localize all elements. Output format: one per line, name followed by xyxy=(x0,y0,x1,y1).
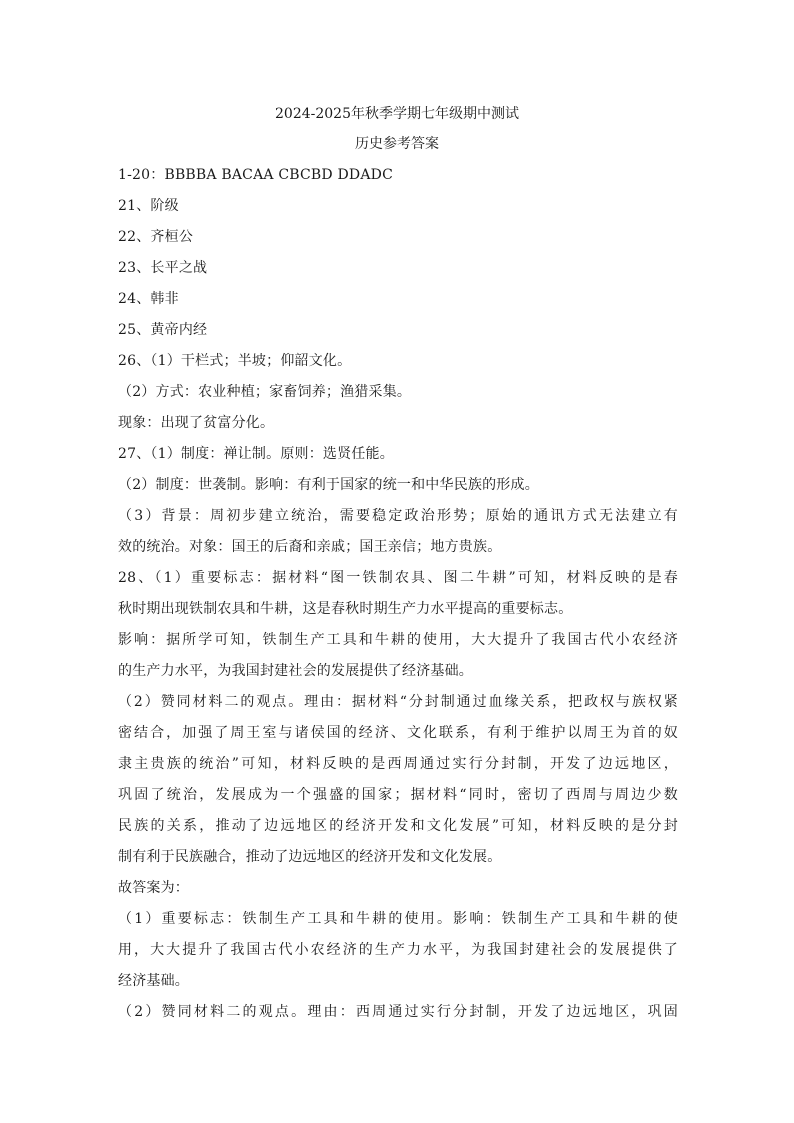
answer-line-23: 23、长平之战 xyxy=(118,260,208,276)
answer-line-27-3a: （3）背景：周初步建立统治，需要稳定政治形势；原始的通讯方式无法建立有 xyxy=(118,508,678,524)
answer-line-summary-1a: （1）重要标志：铁制生产工具和牛耕的使用。影响：铁制生产工具和牛耕的使 xyxy=(118,911,678,927)
answer-line-28-1c: 影响：据所学可知，铁制生产工具和牛耕的使用，大大提升了我国古代小农经济 xyxy=(118,632,678,648)
answer-line-28-1d: 的生产力水平，为我国封建社会的发展提供了经济基础。 xyxy=(118,663,473,679)
answer-line-27-2: （2）制度：世袭制。影响：有利于国家的统一和中华民族的形成。 xyxy=(118,477,539,493)
answer-line-22: 22、齐桓公 xyxy=(118,229,194,245)
answer-line-27-3b: 效的统治。对象：国王的后裔和亲戚；国王亲信；地方贵族。 xyxy=(118,539,502,555)
document-title: 2024-2025年秋季学期七年级期中测试 xyxy=(275,106,519,122)
answer-line-summary-1c: 经济基础。 xyxy=(118,973,189,989)
answer-line-26-1: 26、（1）干栏式；半坡；仰韶文化。 xyxy=(118,353,352,369)
answer-line-21: 21、阶级 xyxy=(118,198,179,214)
answer-line-28-2e: 民族的关系，推动了边远地区的经济开发和文化发展”可知，材料反映的是分封 xyxy=(118,818,678,834)
answer-line-28-2c: 隶主贵族的统治”可知，材料反映的是西周通过实行分封制，开发了边远地区， xyxy=(118,756,678,772)
document-subtitle: 历史参考答案 xyxy=(355,136,439,152)
answer-line-28-2f: 制有利于民族融合，推动了边远地区的经济开发和文化发展。 xyxy=(118,849,502,865)
answer-line-26-2: （2）方式：农业种植；家畜饲养；渔猎采集。 xyxy=(118,384,412,400)
answer-line-28-2d: 巩固了统治，发展成为一个强盛的国家；据材料“同时，密切了西周与周边少数 xyxy=(118,787,678,803)
answer-line-summary-1b: 用，大大提升了我国古代小农经济的生产力水平，为我国封建社会的发展提供了 xyxy=(118,942,678,958)
answer-line-25: 25、黄帝内经 xyxy=(118,322,208,338)
answer-line-28-2b: 密结合，加强了周王室与诸侯国的经济、文化联系，有利于维护以周王为首的奴 xyxy=(118,725,678,741)
answer-line-summary-label: 故答案为： xyxy=(118,880,189,896)
answer-line-26-3: 现象：出现了贫富分化。 xyxy=(118,415,275,431)
answer-line-summary-2a: （2）赞同材料二的观点。理由：西周通过实行分封制，开发了边远地区，巩固 xyxy=(118,1004,678,1020)
answer-line-choice: 1-20：BBBBA BACAA CBCBD DDADC xyxy=(118,167,393,183)
answer-line-28-2a: （2）赞同材料二的观点。理由：据材料“分封制通过血缘关系，把政权与族权紧 xyxy=(118,694,678,710)
answer-line-28-1b: 秋时期出现铁制农具和牛耕，这是春秋时期生产力水平提高的重要标志。 xyxy=(118,601,573,617)
answer-line-24: 24、韩非 xyxy=(118,291,179,307)
answer-line-27-1: 27、（1）制度：禅让制。原则：选贤任能。 xyxy=(118,446,394,462)
answer-line-28-1a: 28、（1）重要标志：据材料“图一铁制农具、图二牛耕”可知，材料反映的是春 xyxy=(118,570,678,586)
